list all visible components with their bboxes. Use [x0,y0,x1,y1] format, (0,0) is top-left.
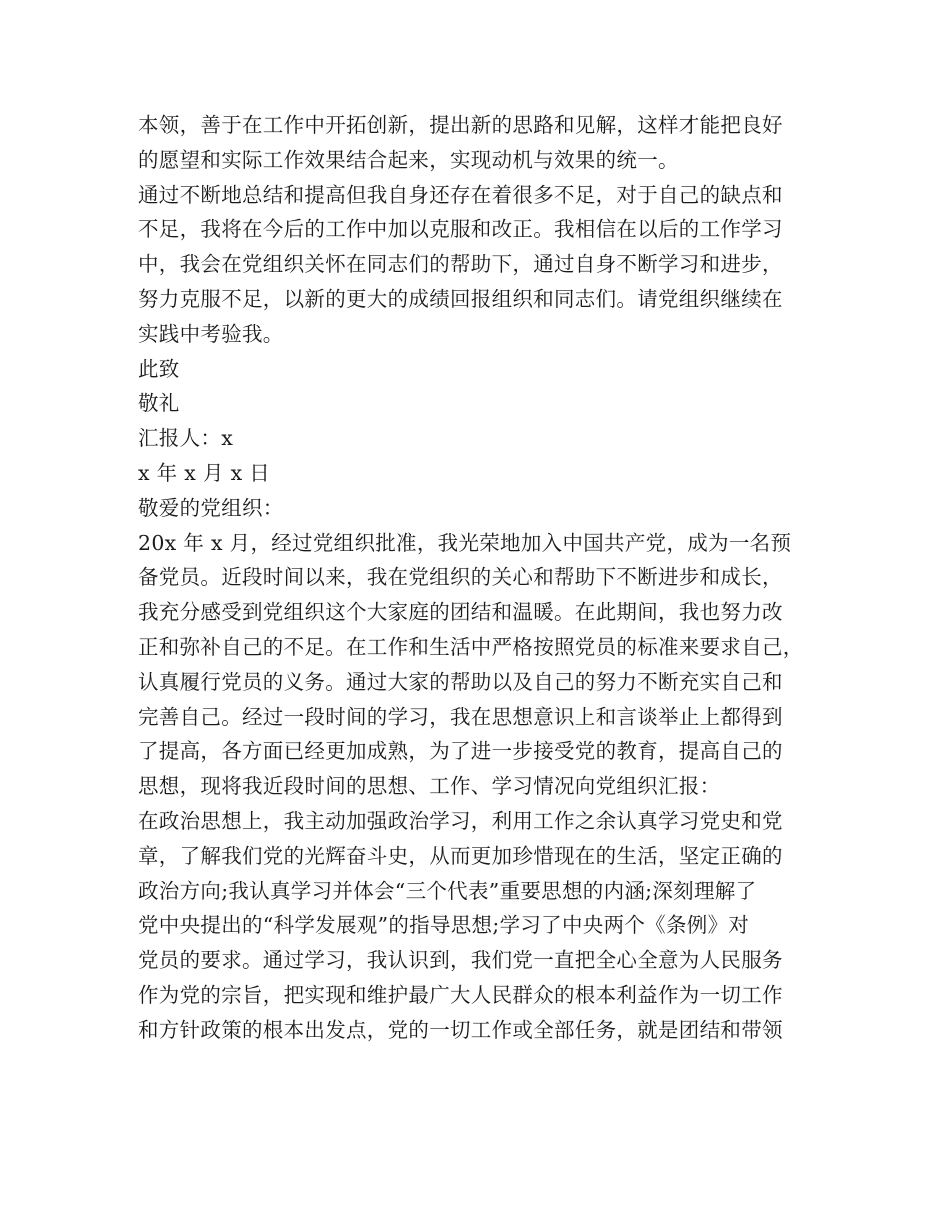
text-line: 不足，我将在今后的工作中加以克服和改正。我相信在以后的工作学习 [138,217,783,242]
text-line: 作为党的宗旨，把实现和维护最广大人民群众的根本利益作为一切工作 [138,982,783,1007]
text-line: 的愿望和实际工作效果结合起来，实现动机与效果的统一。 [138,147,679,172]
text-line: 党员的要求。通过学习，我认识到，我们党一直把全心全意为人民服务 [138,948,783,973]
text-line: 20x 年 x 月，经过党组织批准，我光荣地加入中国共产党，成为一名预 [138,530,792,555]
text-line: 通过不断地总结和提高但我自身还存在着很多不足，对于自己的缺点和 [138,182,783,207]
text-line: 章，了解我们党的光辉奋斗史，从而更加珍惜现在的生活，坚定正确的 [138,843,783,868]
text-line: 了提高，各方面已经更加成熟，为了进一步接受党的教育，提高自己的 [138,739,783,764]
text-line: 正和弥补自己的不足。在工作和生活中严格按照党员的标准来要求自己， [138,634,804,659]
text-line: 我充分感受到党组织这个大家庭的团结和温暖。在此期间，我也努力改 [138,600,783,625]
text-line: 本领，善于在工作中开拓创新，提出新的思路和见解，这样才能把良好 [138,113,783,137]
text-line: 努力克服不足，以新的更大的成绩回报组织和同志们。请党组织继续在 [138,286,783,311]
closing-salutation: 此致 [138,356,180,381]
text-line: 和方针政策的根本出发点，党的一切工作或全部任务，就是团结和带领 [138,1017,783,1042]
text-line: 政治方向;我认真学习并体会“三个代表”重要思想的内涵;深刻理解了 [138,878,757,903]
text-line: 认真履行党员的义务。通过大家的帮助以及自己的努力不断充实自己和 [138,669,783,694]
reporter-signature: 汇报人：x [138,426,234,451]
text-line: 备党员。近段时间以来，我在党组织的关心和帮助下不断进步和成长， [138,565,783,590]
text-line: 完善自己。经过一段时间的学习，我在思想意识上和言谈举止上都得到 [138,704,783,729]
text-line: 思想，现将我近段时间的思想、工作、学习情况向党组织汇报： [138,774,721,799]
text-line: 实践中考验我。 [138,321,284,346]
greeting: 敬爱的党组织： [138,495,284,520]
report-date: x 年 x 月 x 日 [138,460,271,485]
text-line: 党中央提出的“科学发展观”的指导思想;学习了中央两个《条例》对 [138,913,750,938]
text-line: 在政治思想上，我主动加强政治学习，利用工作之余认真学习党史和党 [138,808,783,833]
closing-regards: 敬礼 [138,391,180,416]
document-body [138,108,828,1048]
text-line: 中，我会在党组织关怀在同志们的帮助下，通过自身不断学习和进步， [138,252,783,277]
